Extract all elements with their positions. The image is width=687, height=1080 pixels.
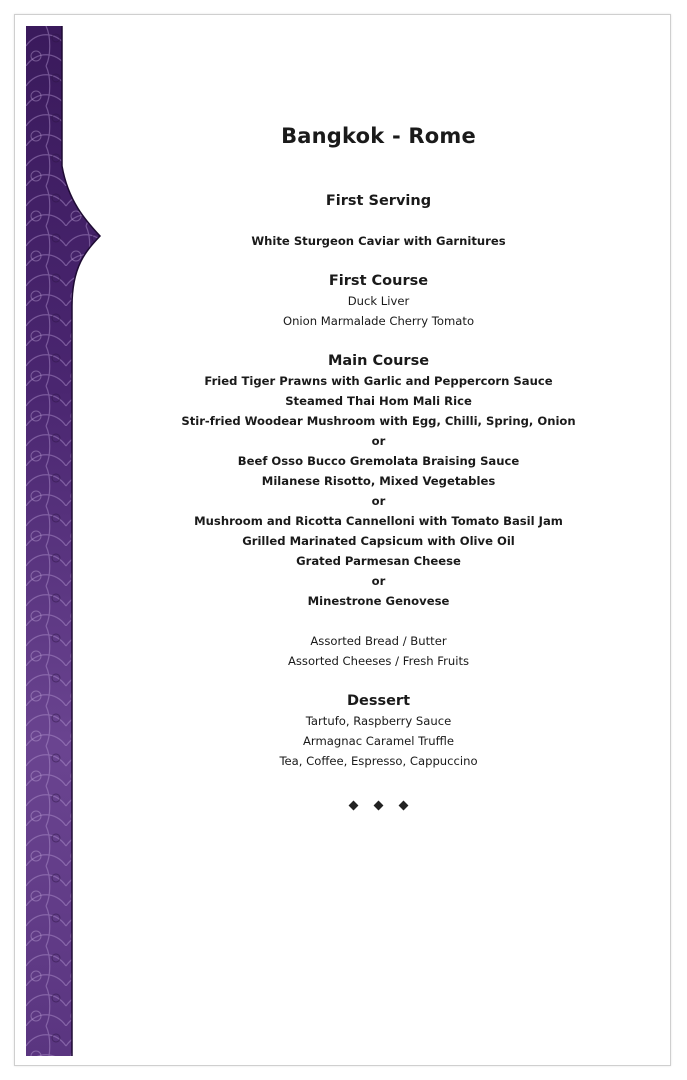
route-title: Bangkok - Rome: [281, 124, 476, 148]
diamond-icon: [349, 801, 359, 811]
menu-item: Milanese Risotto, Mixed Vegetables: [261, 474, 496, 488]
menu-item: Fried Tiger Prawns with Garlic and Peppercorn Sauce: [204, 374, 553, 388]
first-course-heading: First Course: [328, 273, 429, 289]
or-separator: or: [371, 494, 386, 508]
menu-item: Mushroom and Ricotta Cannelloni with Tomato Basil Jam: [194, 514, 563, 528]
or-separator: or: [371, 434, 386, 448]
menu-item: White Sturgeon Caviar with Garnitures: [251, 234, 506, 248]
menu-item: Duck Liver: [347, 294, 410, 308]
menu-item: Assorted Cheeses / Fresh Fruits: [287, 654, 470, 668]
menu-item: Onion Marmalade Cherry Tomato: [282, 314, 475, 328]
purple-pattern-band: [26, 26, 102, 1056]
dessert-heading: Dessert: [346, 693, 411, 709]
diamond-ornament: [100, 796, 657, 810]
menu-item: Tartufo, Raspberry Sauce: [305, 714, 452, 728]
menu-item: Stir-fried Woodear Mushroom with Egg, Chilli, Spring, Onion: [181, 414, 576, 428]
menu-item: Grilled Marinated Capsicum with Olive Oil: [242, 534, 515, 548]
menu-item: Grated Parmesan Cheese: [296, 554, 461, 568]
diamond-icon: [374, 801, 384, 811]
menu-item: Minestrone Genovese: [307, 594, 450, 608]
diamond-icon: [399, 801, 409, 811]
or-separator: or: [371, 574, 386, 588]
menu-item: Tea, Coffee, Espresso, Cappuccino: [279, 754, 478, 768]
menu-item: Armagnac Caramel Truffle: [302, 734, 454, 748]
menu-item: Assorted Bread / Butter: [310, 634, 447, 648]
main-course-heading: Main Course: [327, 353, 430, 369]
menu-item: Beef Osso Bucco Gremolata Braising Sauce: [237, 454, 520, 468]
menu-item: Steamed Thai Hom Mali Rice: [285, 394, 472, 408]
first-serving-heading: First Serving: [325, 193, 432, 209]
